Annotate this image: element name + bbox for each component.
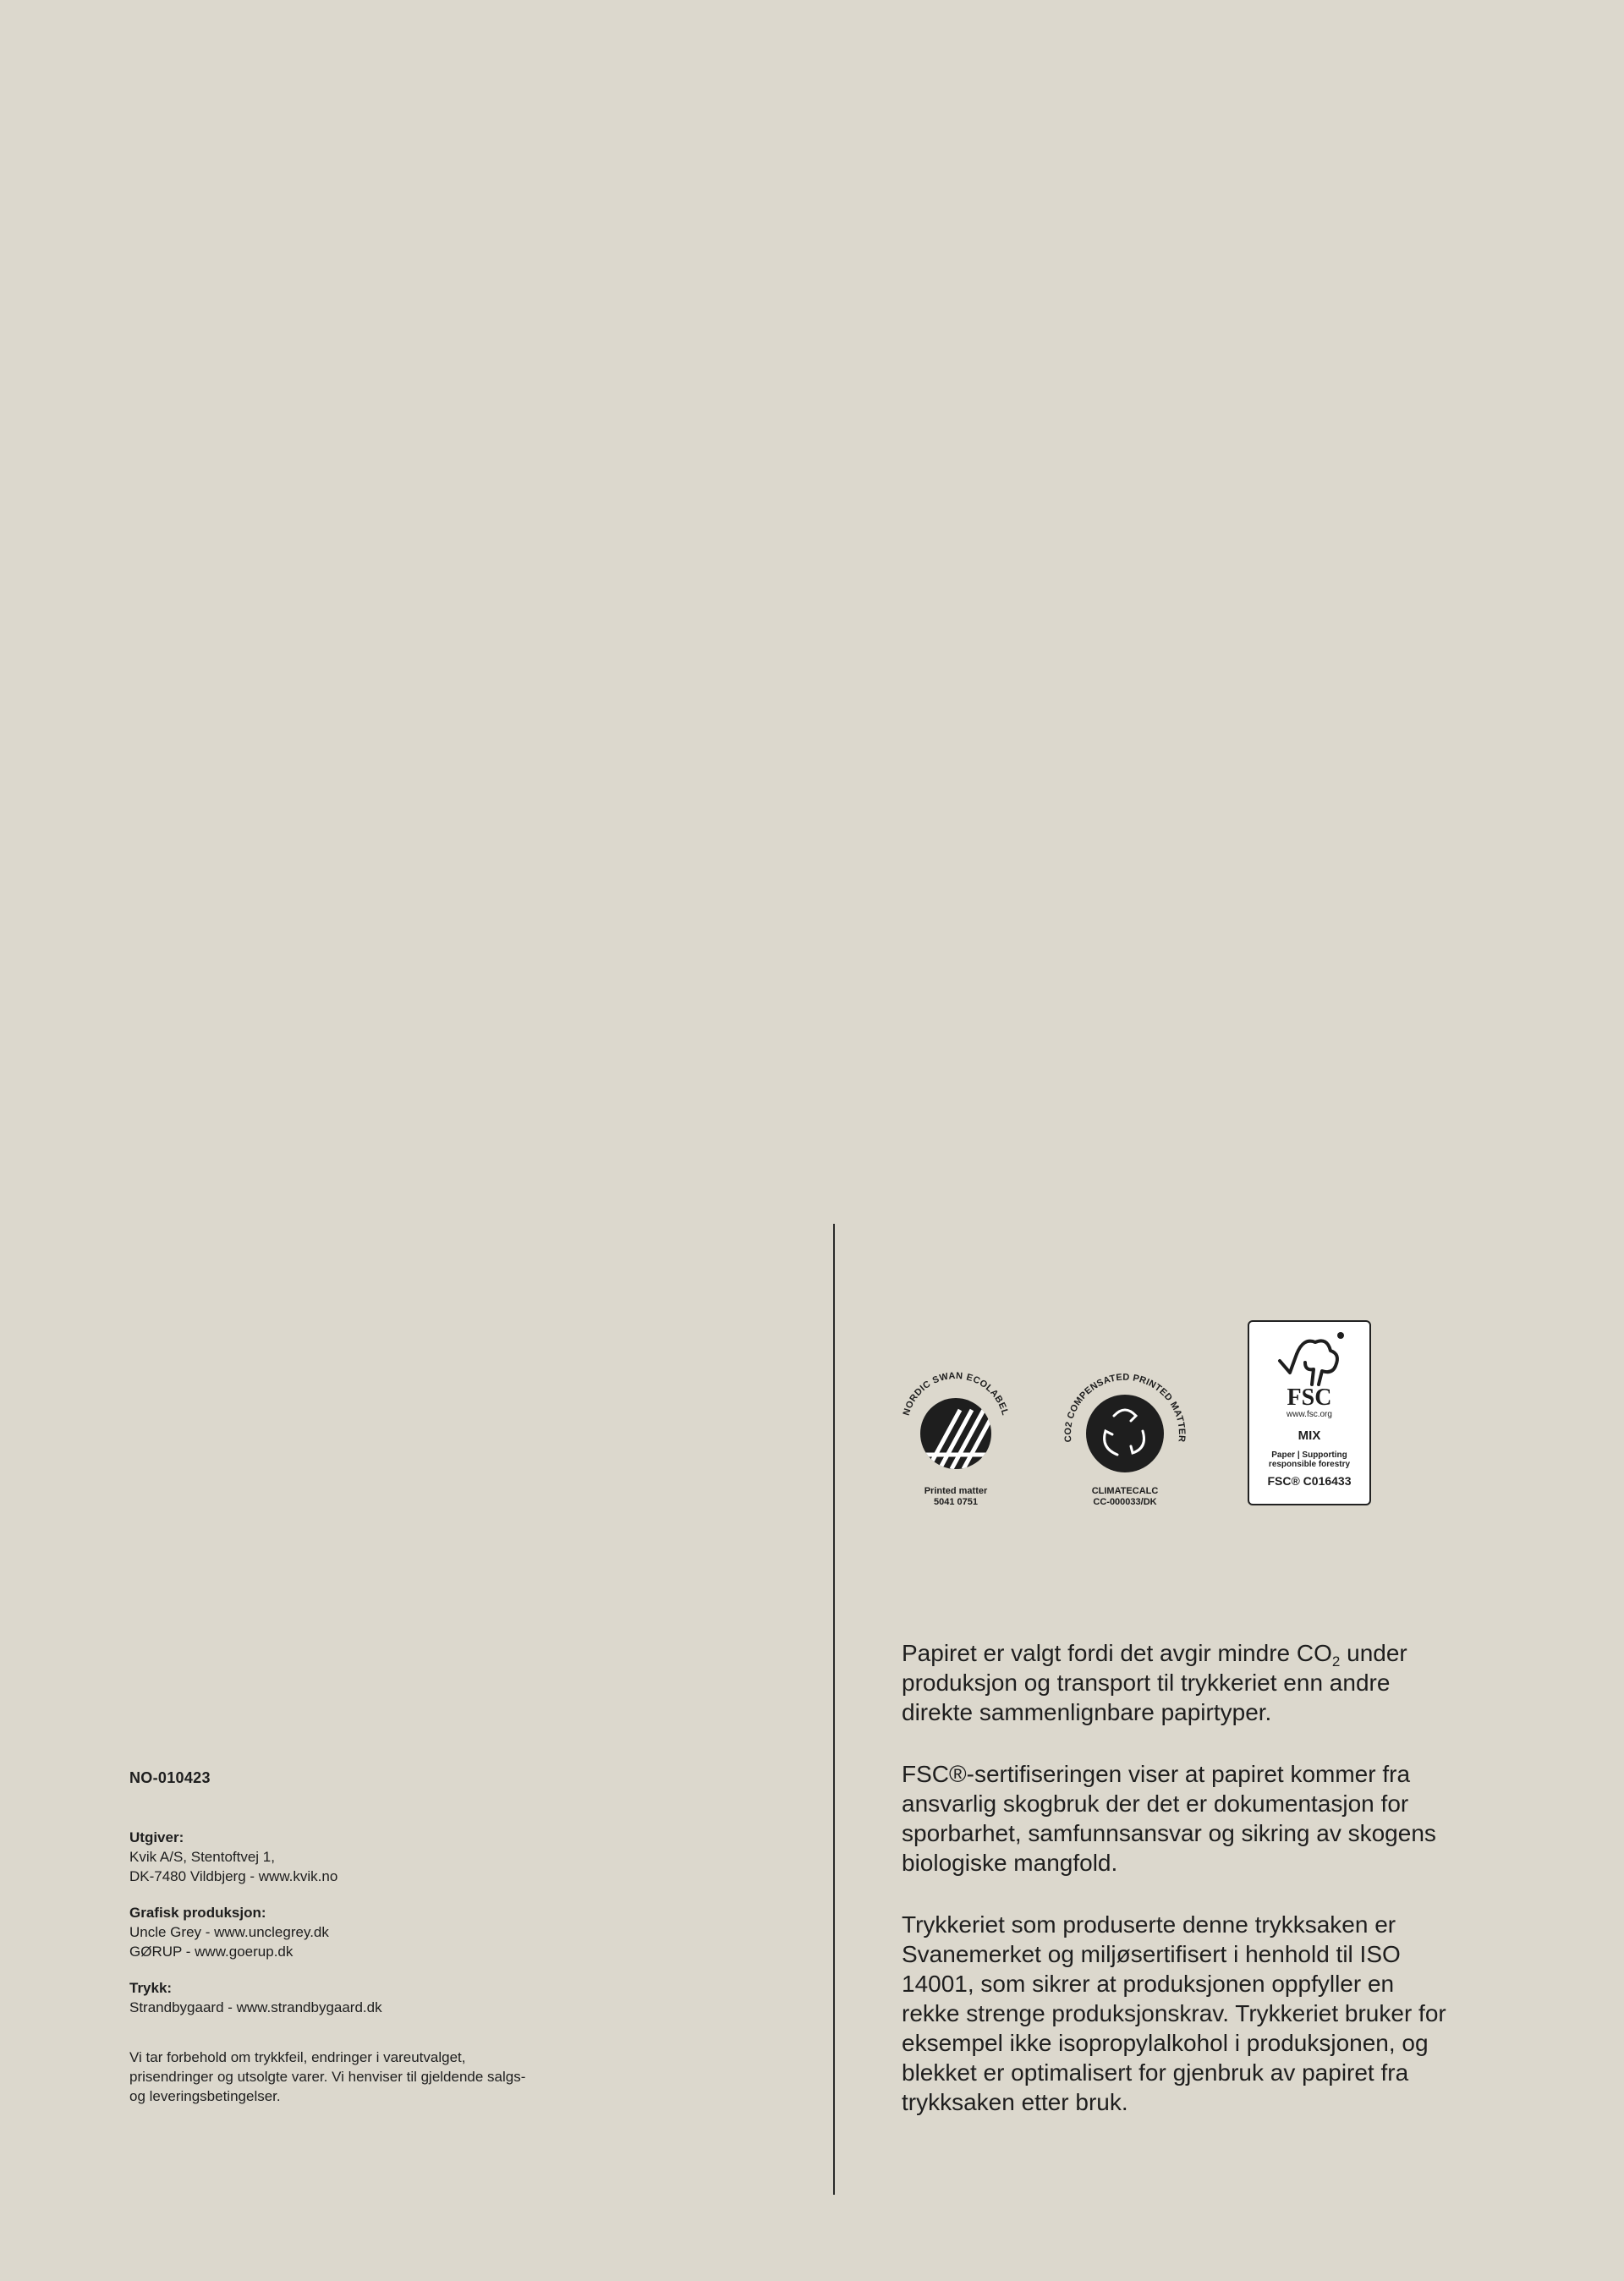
- svg-text:NORDIC SWAN ECOLABEL: NORDIC SWAN ECOLABEL: [901, 1370, 1011, 1417]
- co2-caption-line: CC-000033/DK: [1093, 1497, 1157, 1507]
- vertical-divider: [833, 1224, 835, 2195]
- paragraph-line: sporbarhet, samfunnsansvar og sikring av skogens: [902, 1820, 1436, 1846]
- fsc-logo: [1248, 1320, 1371, 1505]
- fsc-url: www.fsc.org: [1287, 1410, 1332, 1419]
- fsc-subtitle-line: Paper | Supporting: [1271, 1450, 1347, 1460]
- document-code: NO-010423: [129, 1769, 211, 1786]
- fsc-tree-icon: [1271, 1329, 1347, 1388]
- text-span: Papiret er valgt fordi det avgir mindre CO: [902, 1640, 1332, 1666]
- fsc-paragraph: [902, 1759, 1460, 1878]
- print-heading: Trykk:: [129, 1980, 173, 1996]
- paragraph-line: direkte sammenlignbare papirtyper.: [902, 1699, 1272, 1725]
- fsc-mix-label: MIX: [1298, 1428, 1321, 1443]
- printer-paragraph: [902, 1910, 1460, 2117]
- graphic-production-block: [129, 1903, 603, 1961]
- paragraph-line: [902, 1638, 1460, 1668]
- disclaimer: [129, 2048, 603, 2106]
- swan-icon: [892, 1363, 1019, 1482]
- environment-text-column: [902, 1638, 1460, 2149]
- paragraph-line: 14001, som sikrer at produksjonen oppfyller en: [902, 1971, 1395, 1997]
- fsc-name: FSC: [1287, 1385, 1332, 1411]
- fsc-subtitle: [1249, 1450, 1369, 1469]
- print-block: [129, 1978, 603, 2017]
- text-span: under: [1340, 1640, 1407, 1666]
- paragraph-line: FSC®-sertifiseringen viser at papiret kommer fra: [902, 1761, 1411, 1787]
- paragraph-line: Trykkeriet som produserte denne trykksaken er: [902, 1911, 1396, 1938]
- disclaimer-line: og leveringsbetingelser.: [129, 2088, 281, 2104]
- paragraph-line: rekke strenge produksjonskrav. Trykkeriet bruker for: [902, 2000, 1446, 2026]
- svg-text:CO2 COMPENSATED PRINTED MATTER: CO2 COMPENSATED PRINTED MATTER: [1062, 1372, 1188, 1443]
- graphic-production-line: GØRUP - www.goerup.dk: [129, 1944, 294, 1960]
- swan-caption: [892, 1486, 1019, 1508]
- paragraph-line: ansvarlig skogbruk der det er dokumentasjon for: [902, 1790, 1409, 1817]
- paragraph-line: biologiske mangfold.: [902, 1850, 1118, 1876]
- graphic-production-heading: Grafisk produksjon:: [129, 1905, 266, 1921]
- publisher-block: [129, 1828, 603, 1886]
- publisher-heading: Utgiver:: [129, 1829, 184, 1845]
- disclaimer-line: Vi tar forbehold om trykkfeil, endringer i vareutvalget,: [129, 2049, 466, 2065]
- co2-caption-line: CLIMATECALC: [1091, 1486, 1159, 1496]
- paragraph-line: trykksaken etter bruk.: [902, 2089, 1128, 2115]
- paragraph-line: blekket er optimalisert for gjenbruk av papiret fra: [902, 2059, 1409, 2086]
- co2-caption: [1062, 1486, 1188, 1508]
- graphic-production-line: Uncle Grey - www.unclegrey.dk: [129, 1924, 329, 1940]
- fsc-subtitle-line: responsible forestry: [1268, 1460, 1351, 1469]
- fsc-license-code: FSC® C016433: [1267, 1474, 1352, 1488]
- swan-caption-line: 5041 0751: [934, 1497, 978, 1507]
- paragraph-line: Svanemerket og miljøsertifisert i henhold til ISO: [902, 1941, 1401, 1967]
- publisher-line: DK-7480 Vildbjerg - www.kvik.no: [129, 1868, 338, 1884]
- co2-compensated-logo: [1062, 1363, 1188, 1516]
- paragraph-line: eksempel ikke isopropylalkohol i produksjonen, og: [902, 2030, 1429, 2056]
- disclaimer-line: prisendringer og utsolgte varer. Vi henviser til gjeldende salgs-: [129, 2069, 526, 2085]
- recycle-leaf-icon: [1062, 1363, 1188, 1482]
- publisher-line: Kvik A/S, Stentoftvej 1,: [129, 1849, 275, 1865]
- swan-caption-line: Printed matter: [924, 1486, 988, 1496]
- imprint-column: [129, 1769, 603, 2106]
- paragraph-line: produksjon og transport til trykkeriet enn andre: [902, 1670, 1391, 1696]
- paper-choice-paragraph: [902, 1638, 1460, 1727]
- subscript: 2: [1331, 1653, 1341, 1670]
- print-line: Strandbygaard - www.strandbygaard.dk: [129, 1999, 382, 2015]
- nordic-swan-ecolabel-logo: [892, 1363, 1019, 1516]
